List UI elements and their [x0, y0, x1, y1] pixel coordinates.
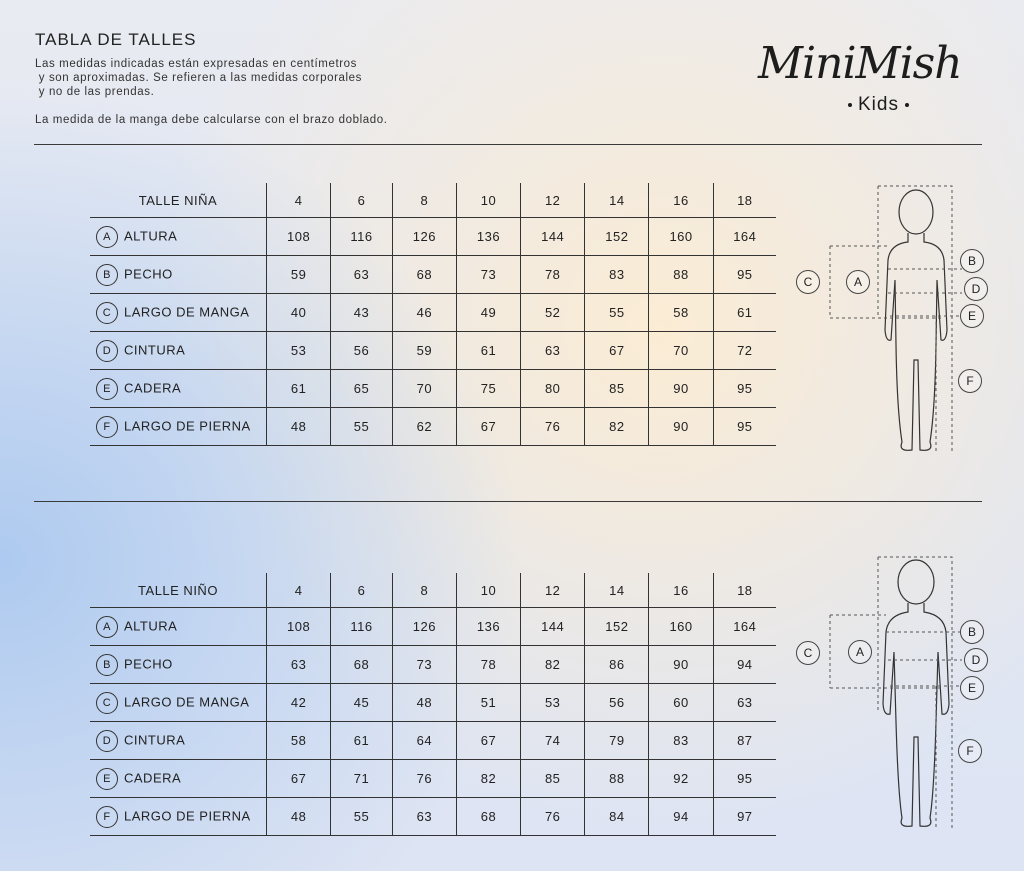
table-header-row — [90, 183, 776, 218]
letter-badge: E — [96, 378, 118, 400]
brand-subtitle — [842, 94, 915, 116]
size-header: 16 — [649, 183, 713, 218]
cell: 71 — [331, 760, 393, 798]
cell: 76 — [521, 798, 585, 836]
dot-ornament — [905, 103, 909, 107]
marker-d: D — [964, 277, 988, 301]
marker-f: F — [958, 369, 982, 393]
cell: 87 — [713, 722, 776, 760]
note-line: y no de las prendas. — [35, 86, 155, 98]
cell: 144 — [521, 218, 585, 256]
row-label — [90, 332, 267, 370]
cell: 63 — [521, 332, 585, 370]
cell: 67 — [456, 408, 520, 446]
size-notes — [35, 57, 388, 127]
cell: 61 — [713, 294, 776, 332]
size-header: 18 — [713, 573, 776, 608]
cell: 61 — [331, 722, 393, 760]
cell: 61 — [267, 370, 331, 408]
cell: 126 — [392, 218, 456, 256]
cell: 160 — [649, 608, 713, 646]
cell: 63 — [267, 646, 331, 684]
marker-f: F — [958, 739, 982, 763]
marker-b: B — [960, 249, 984, 273]
cell: 83 — [585, 256, 649, 294]
size-header: 6 — [331, 573, 393, 608]
letter-badge: E — [96, 768, 118, 790]
measure-name: ALTURA — [124, 617, 178, 633]
cell: 70 — [649, 332, 713, 370]
letter-badge: D — [96, 730, 118, 752]
marker-a: A — [846, 270, 870, 294]
dot-ornament — [848, 103, 852, 107]
brand-subtitle-text: Kids — [858, 94, 899, 115]
letter-badge: C — [96, 692, 118, 714]
table-row — [90, 684, 776, 722]
cell: 88 — [585, 760, 649, 798]
letter-badge: B — [96, 264, 118, 286]
cell: 40 — [267, 294, 331, 332]
letter-badge: D — [96, 340, 118, 362]
cell: 152 — [585, 608, 649, 646]
marker-c: C — [796, 641, 820, 665]
cell: 68 — [392, 256, 456, 294]
table-row — [90, 294, 776, 332]
cell: 48 — [267, 408, 331, 446]
cell: 42 — [267, 684, 331, 722]
cell: 70 — [392, 370, 456, 408]
letter-badge: A — [96, 616, 118, 638]
cell: 68 — [331, 646, 393, 684]
cell: 63 — [392, 798, 456, 836]
cell: 82 — [456, 760, 520, 798]
marker-c: C — [796, 270, 820, 294]
cell: 45 — [331, 684, 393, 722]
row-label — [90, 798, 267, 836]
cell: 55 — [331, 798, 393, 836]
cell: 90 — [649, 646, 713, 684]
cell: 63 — [331, 256, 393, 294]
cell: 68 — [456, 798, 520, 836]
cell: 94 — [713, 646, 776, 684]
cell: 164 — [713, 218, 776, 256]
cell: 82 — [585, 408, 649, 446]
cell: 49 — [456, 294, 520, 332]
cell: 90 — [649, 370, 713, 408]
size-table — [90, 573, 776, 836]
cell: 86 — [585, 646, 649, 684]
sleeve-note: La medida de la manga debe calcularse con el brazo doblado. — [35, 114, 388, 126]
row-label — [90, 294, 267, 332]
cell: 94 — [649, 798, 713, 836]
cell: 164 — [713, 608, 776, 646]
letter-badge: A — [96, 226, 118, 248]
cell: 48 — [267, 798, 331, 836]
row-label — [90, 256, 267, 294]
table-row — [90, 332, 776, 370]
cell: 67 — [267, 760, 331, 798]
measure-name: LARGO DE MANGA — [124, 303, 250, 319]
cell: 75 — [456, 370, 520, 408]
row-label — [90, 218, 267, 256]
marker-e: E — [960, 676, 984, 700]
row-label — [90, 408, 267, 446]
measure-name: PECHO — [124, 265, 173, 281]
letter-badge: F — [96, 416, 118, 438]
cell: 126 — [392, 608, 456, 646]
cell: 95 — [713, 370, 776, 408]
size-header: 18 — [713, 183, 776, 218]
boys-size-table — [90, 573, 776, 836]
cell: 55 — [585, 294, 649, 332]
cell: 82 — [521, 646, 585, 684]
note-line: y son aproximadas. Se refieren a las medidas corporales — [35, 72, 362, 84]
cell: 97 — [713, 798, 776, 836]
cell: 62 — [392, 408, 456, 446]
measure-name: CADERA — [124, 769, 182, 785]
measure-name: CADERA — [124, 379, 182, 395]
table-header-row — [90, 573, 776, 608]
letter-badge: C — [96, 302, 118, 324]
row-label — [90, 608, 267, 646]
cell: 48 — [392, 684, 456, 722]
size-header: 10 — [456, 183, 520, 218]
cell: 108 — [267, 608, 331, 646]
page-title: TABLA DE TALLES — [35, 30, 197, 49]
cell: 60 — [649, 684, 713, 722]
cell: 84 — [585, 798, 649, 836]
cell: 116 — [331, 218, 393, 256]
size-header: 16 — [649, 573, 713, 608]
cell: 59 — [267, 256, 331, 294]
size-header: 10 — [456, 573, 520, 608]
measure-name: LARGO DE PIERNA — [124, 807, 251, 823]
cell: 116 — [331, 608, 393, 646]
measure-name: CINTURA — [124, 341, 186, 357]
cell: 83 — [649, 722, 713, 760]
cell: 88 — [649, 256, 713, 294]
cell: 67 — [585, 332, 649, 370]
cell: 85 — [585, 370, 649, 408]
table-title: TALLE NIÑO — [138, 582, 218, 598]
cell: 136 — [456, 608, 520, 646]
cell: 65 — [331, 370, 393, 408]
marker-b: B — [960, 620, 984, 644]
row-label — [90, 370, 267, 408]
letter-badge: B — [96, 654, 118, 676]
cell: 79 — [585, 722, 649, 760]
brand-logo — [758, 36, 994, 120]
table-row — [90, 370, 776, 408]
cell: 58 — [649, 294, 713, 332]
cell: 55 — [331, 408, 393, 446]
cell: 52 — [521, 294, 585, 332]
table-row — [90, 408, 776, 446]
cell: 73 — [456, 256, 520, 294]
size-header: 4 — [267, 573, 331, 608]
size-header: 14 — [585, 183, 649, 218]
table-row — [90, 798, 776, 836]
measure-name: PECHO — [124, 655, 173, 671]
cell: 74 — [521, 722, 585, 760]
note-line: Las medidas indicadas están expresadas en centímetros — [35, 58, 358, 70]
cell: 53 — [521, 684, 585, 722]
cell: 144 — [521, 608, 585, 646]
table-title: TALLE NIÑA — [138, 192, 218, 208]
cell: 43 — [331, 294, 393, 332]
marker-e: E — [960, 304, 984, 328]
cell: 59 — [392, 332, 456, 370]
table-row — [90, 760, 776, 798]
cell: 72 — [713, 332, 776, 370]
cell: 46 — [392, 294, 456, 332]
table-row — [90, 256, 776, 294]
size-header: 4 — [267, 183, 331, 218]
size-header: 12 — [521, 183, 585, 218]
brand-name: MiniMish — [758, 38, 962, 89]
divider — [34, 501, 982, 502]
row-label — [90, 760, 267, 798]
cell: 61 — [456, 332, 520, 370]
cell: 56 — [585, 684, 649, 722]
cell: 58 — [267, 722, 331, 760]
cell: 108 — [267, 218, 331, 256]
cell: 56 — [331, 332, 393, 370]
cell: 63 — [713, 684, 776, 722]
cell: 136 — [456, 218, 520, 256]
table-row — [90, 218, 776, 256]
cell: 73 — [392, 646, 456, 684]
cell: 64 — [392, 722, 456, 760]
cell: 95 — [713, 256, 776, 294]
letter-badge: F — [96, 806, 118, 828]
cell: 78 — [521, 256, 585, 294]
size-header: 8 — [392, 573, 456, 608]
cell: 95 — [713, 760, 776, 798]
size-table — [90, 183, 776, 446]
cell: 152 — [585, 218, 649, 256]
size-header: 14 — [585, 573, 649, 608]
table-row — [90, 646, 776, 684]
marker-a: A — [848, 640, 872, 664]
girl-measurement-figure — [794, 180, 994, 470]
divider — [34, 144, 982, 145]
cell: 160 — [649, 218, 713, 256]
table-row — [90, 608, 776, 646]
cell: 53 — [267, 332, 331, 370]
boy-measurement-figure — [794, 552, 994, 842]
girls-size-table — [90, 183, 776, 446]
measure-name: LARGO DE PIERNA — [124, 417, 251, 433]
measure-name: ALTURA — [124, 227, 178, 243]
measure-name: CINTURA — [124, 731, 186, 747]
size-header: 12 — [521, 573, 585, 608]
cell: 76 — [392, 760, 456, 798]
size-header: 8 — [392, 183, 456, 218]
row-label — [90, 646, 267, 684]
table-row — [90, 722, 776, 760]
row-label — [90, 684, 267, 722]
cell: 51 — [456, 684, 520, 722]
cell: 90 — [649, 408, 713, 446]
row-label — [90, 722, 267, 760]
cell: 92 — [649, 760, 713, 798]
cell: 80 — [521, 370, 585, 408]
cell: 76 — [521, 408, 585, 446]
cell: 85 — [521, 760, 585, 798]
measure-name: LARGO DE MANGA — [124, 693, 250, 709]
cell: 78 — [456, 646, 520, 684]
size-header: 6 — [331, 183, 393, 218]
cell: 95 — [713, 408, 776, 446]
marker-d: D — [964, 648, 988, 672]
cell: 67 — [456, 722, 520, 760]
